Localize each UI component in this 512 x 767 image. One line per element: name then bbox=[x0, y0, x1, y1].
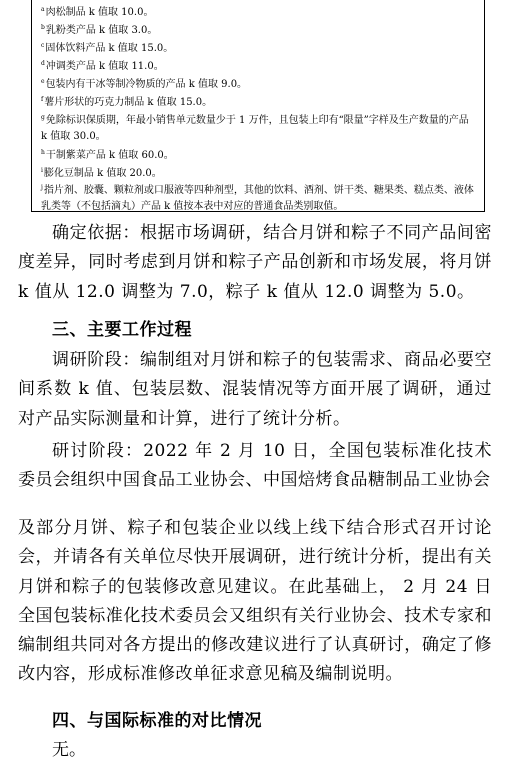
footnote-text: 免除标识保质期，年最小销售单元数量少于 1 万件，且包装上印有“限量”字样及生产数量的产品 k 值取 30.0。 bbox=[41, 114, 469, 142]
footnote-text: 乳粉类产品 k 值取 3.0。 bbox=[45, 25, 158, 37]
table-footnotes-box bbox=[31, 0, 485, 212]
research-paragraph: 调研阶段：编制组对月饼和粽子的包装需求、商品必要空间系数 k 值、包装层数、混装情况等方面开展了调研，通过对产品实际测量和计算，进行了统计分析。 bbox=[18, 350, 492, 429]
footnote-mark: c bbox=[41, 42, 45, 50]
discussion-paragraph-part2: 及部分月饼、粽子和包装企业以线上线下结合形式召开讨论会，并请各有关单位尽快开展调研，进行统计分析，提出有关月饼和粽子的包装修改意见建议。在此基础上， 2 月 24 日全国包装标准化技术委员会又组织有关行业协会、技术专家和编制组共同对各方提出的修改建议进行了认真研讨，确定了修改内容，形成标准修改单征求意见稿及编制说明。 bbox=[18, 518, 492, 685]
basis-paragraph: 确定依据：根据市场调研，结合月饼和粽子不同产品间密度差异，同时考虑到月饼和粽子产品创新和市场发展，将月饼 k 值从 12.0 调整为 7.0，粽子 k 值从 12.0 调整为 5.0。 bbox=[18, 223, 492, 302]
section-3-heading: 三、主要工作过程 bbox=[52, 320, 192, 340]
section-4-body: 无。 bbox=[52, 740, 86, 760]
footnote-text: 指片剂、胶囊、颗粒剂或口服液等四种剂型，其他的饮料、酒剂、饼干类、糖果类、糕点类、液体乳类等（不包括滴丸）产品 k 值按本表中对应的普通食品类别取值。 bbox=[41, 184, 474, 212]
footnote-mark: j bbox=[41, 183, 43, 191]
footnote-mark: f bbox=[41, 96, 44, 104]
footnote-g bbox=[41, 113, 476, 145]
footnote-text: 肉松制品 k 值取 10.0。 bbox=[45, 7, 154, 18]
footnote-mark: e bbox=[41, 78, 45, 86]
footnote-mark: h bbox=[41, 148, 45, 156]
footnote-mark: i bbox=[41, 166, 43, 174]
footnote-mark: b bbox=[41, 24, 45, 32]
footnote-mark: a bbox=[41, 6, 45, 13]
footnote-i bbox=[41, 165, 476, 183]
footnote-mark: d bbox=[41, 60, 45, 68]
footnote-b bbox=[41, 22, 476, 40]
footnote-e bbox=[41, 76, 476, 94]
footnote-text: 包装内有干冰等制冷物质的产品 k 值取 9.0。 bbox=[45, 79, 248, 91]
footnote-text: 干制紫菜产品 k 值取 60.0。 bbox=[45, 149, 174, 161]
footnote-a bbox=[41, 4, 476, 22]
footnote-f bbox=[41, 94, 476, 112]
footnote-c bbox=[41, 40, 476, 58]
footnote-d bbox=[41, 58, 476, 76]
discussion-paragraph-part1: 研讨阶段：2022 年 2 月 10 日，全国包装标准化技术委员会组织中国食品工业协会、中国焙烤食品糖制品工业协会 bbox=[18, 441, 492, 491]
footnote-text: 冲调类产品 k 值取 11.0。 bbox=[45, 61, 164, 73]
footnote-text: 薯片形状的巧克力制品 k 值取 15.0。 bbox=[44, 97, 213, 109]
footnote-mark: g bbox=[41, 113, 45, 121]
section-4-heading: 四、与国际标准的对比情况 bbox=[52, 711, 262, 731]
footnote-text: 膨化豆制品 k 值取 20.0。 bbox=[43, 167, 162, 179]
footnote-h bbox=[41, 147, 476, 165]
footnote-j bbox=[41, 183, 476, 215]
footnote-text: 固体饮料产品 k 值取 15.0。 bbox=[45, 43, 174, 55]
